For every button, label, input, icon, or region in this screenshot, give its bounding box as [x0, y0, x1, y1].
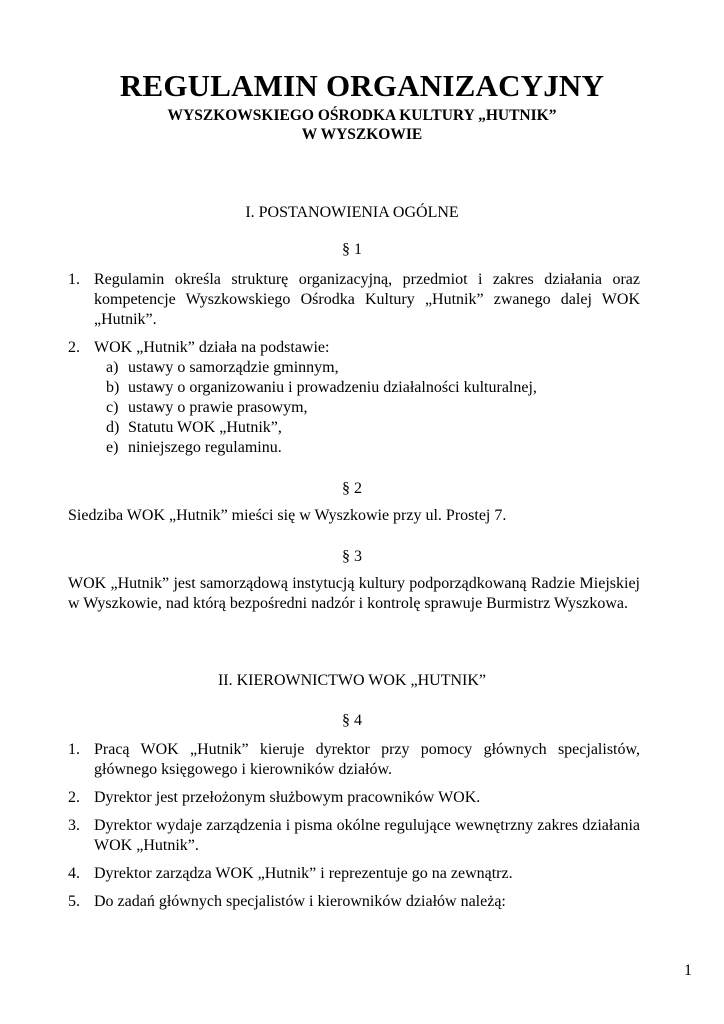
list-item	[68, 864, 640, 884]
paragraph-mark-4: § 4	[342, 712, 362, 729]
section-heading-1: I. POSTANOWIENIA OGÓLNE	[245, 204, 459, 221]
list-item-number: 5.	[68, 893, 80, 910]
sublist-item-letter: a)	[106, 359, 119, 376]
list-item-number: 4.	[68, 865, 80, 882]
sublist-item	[68, 378, 640, 398]
sublist-item-text: ustawy o organizowaniu i prowadzeniu działalności kulturalnej,	[128, 379, 537, 396]
document-title: REGULAMIN ORGANIZACYJNY	[119, 68, 605, 103]
list-item-text: Dyrektor jest przełożonym służbowym pracowników WOK.	[94, 789, 481, 806]
document-subtitle-line1: WYSZKOWSKIEGO OŚRODKA KULTURY „HUTNIK”	[167, 107, 557, 124]
list-item-text: Regulamin określa strukturę organizacyjną, przedmiot i zakres działania oraz kompetencje Wyszkowskiego Ośrodka Kultury „Hutnik” zwanego dalej WOK „Hutnik”.	[94, 271, 640, 328]
sublist-item-text: ustawy o prawie prasowym,	[128, 399, 308, 416]
document-subtitle-line2: W WYSZKOWIE	[301, 126, 423, 143]
list-item	[68, 270, 640, 330]
list-item	[68, 892, 640, 912]
sublist-item	[68, 418, 640, 438]
list-item-text: Dyrektor zarządza WOK „Hutnik” i reprezentuje go na zewnątrz.	[94, 865, 513, 882]
paragraph-mark-2: § 2	[342, 480, 362, 497]
list-item	[68, 338, 640, 358]
paragraph-mark-1: § 1	[342, 241, 362, 258]
list-item-number: 3.	[68, 817, 80, 834]
list-item	[68, 816, 640, 856]
list-item	[68, 740, 640, 780]
list-item-text: Do zadań głównych specjalistów i kierowników działów należą:	[94, 893, 506, 910]
list-item	[68, 788, 640, 808]
sublist-item	[68, 398, 640, 418]
section-heading-2: II. KIEROWNICTWO WOK „HUTNIK”	[217, 672, 487, 689]
sublist-item-text: niniejszego regulaminu.	[128, 439, 282, 456]
list-item-number: 1.	[68, 741, 80, 758]
sublist-item-letter: c)	[106, 399, 119, 416]
list-item-number: 1.	[68, 271, 80, 288]
list-item-text: Dyrektor wydaje zarządzenia i pisma okólne regulujące wewnętrzny zakres działania WOK „Hutnik”.	[94, 817, 640, 854]
sublist-item-text: Statutu WOK „Hutnik”,	[128, 419, 282, 436]
list-item-text: WOK „Hutnik” działa na podstawie:	[94, 339, 330, 356]
sublist-item-text: ustawy o samorządzie gminnym,	[128, 359, 339, 376]
sublist-item-letter: e)	[106, 439, 119, 456]
paragraph-4-list	[68, 740, 640, 912]
paragraph-3-text: WOK „Hutnik” jest samorządową instytucją kultury podporządkowaną Radzie Miejskiej w Wyszkowie, nad którą bezpośredni nadzór i kontrolę sprawuje Burmistrz Wyszkowa.	[68, 575, 640, 612]
sublist-item-letter: b)	[106, 379, 120, 396]
sublist-item	[68, 438, 640, 458]
sublist-item	[68, 358, 640, 378]
list-item-number: 2.	[68, 789, 80, 806]
paragraph-2-text: Siedziba WOK „Hutnik” mieści się w Wyszkowie przy ul. Prostej 7.	[68, 507, 507, 524]
list-item-number: 2.	[68, 339, 80, 356]
paragraph-mark-3: § 3	[342, 548, 362, 565]
page-number: 1	[684, 962, 692, 979]
sublist-item-letter: d)	[106, 419, 120, 436]
paragraph-1-list	[68, 270, 640, 458]
list-item-text: Pracą WOK „Hutnik” kieruje dyrektor przy pomocy głównych specjalistów, głównego księgowego i kierowników działów.	[94, 741, 640, 778]
